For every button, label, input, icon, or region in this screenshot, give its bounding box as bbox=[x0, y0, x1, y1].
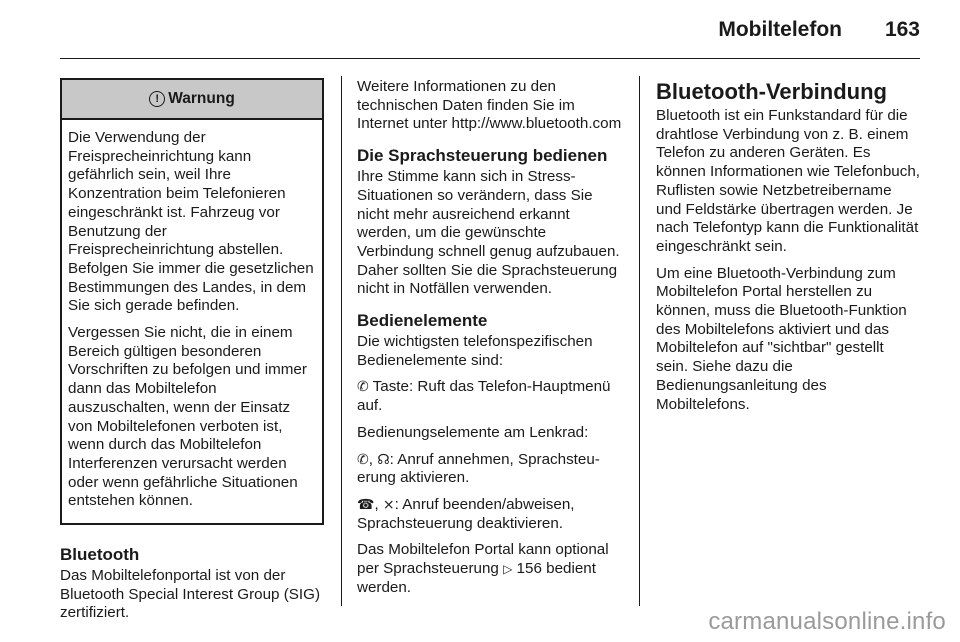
warning-circle-icon: ! bbox=[149, 91, 165, 107]
controls-intro: Die wichtigsten telefonspezifischen Bedienelemente sind: bbox=[357, 333, 593, 369]
page-header-title: Mobiltelefon bbox=[718, 18, 842, 41]
answer-text: : Anruf annehmen, Sprachsteuerung aktivieren. bbox=[357, 450, 600, 487]
bluetooth-connection-heading: Bluetooth-Verbindung bbox=[656, 79, 887, 104]
column-right bbox=[656, 78, 920, 422]
phone-hangup-icon: ☎ bbox=[357, 496, 375, 513]
watermark: carmanualsonline.info bbox=[708, 608, 946, 635]
page-reference[interactable]: 156 bbox=[516, 560, 542, 578]
intro-text: Weitere Informationen zu den technischen Daten finden Sie im Internet unter http://www.bluetooth.com bbox=[357, 78, 622, 133]
warning-paragraph: Vergessen Sie nicht, die in einem Bereich gültigen besonderen Vorschriften zu befolgen und immer dann das Mobiltelefon auszuschalten, wenn der Einsatz von Mobiltelefonen verboten ist, wenn durch das Mobiltelefon Interferenzen verursacht werden oder wenn gefährliche Situationen entstehen können. bbox=[68, 324, 307, 510]
portal-item bbox=[357, 541, 624, 597]
column-middle bbox=[357, 78, 624, 605]
page-reference-arrow-icon: ▷ bbox=[503, 562, 513, 577]
end-text: : Anruf beenden/abweisen, Sprachsteuerung deaktivieren. bbox=[357, 495, 575, 532]
answer-item: ✆, ☊: Anruf annehmen, Sprachsteuerung aktivieren. bbox=[357, 450, 600, 487]
voice-command-icon: ☊ bbox=[377, 451, 390, 468]
voice-off-icon: ⨯ bbox=[382, 496, 395, 513]
bluetooth-text: Das Mobiltelefonportal ist von der Bluetooth Special Interest Group (SIG) zertifiziert. bbox=[60, 567, 321, 622]
column-divider-1 bbox=[341, 76, 342, 606]
steering-intro: Bedienungselemente am Lenkrad: bbox=[357, 423, 589, 441]
warning-title: Warnung bbox=[168, 89, 235, 107]
column-divider-2 bbox=[639, 76, 640, 606]
bluetooth-connection-paragraph: Bluetooth ist ein Funkstandard für die drahtlose Verbindung von z. B. einem Telefon zu anderen Geräten. Es können Informationen wie Telefonbuch, Ruflisten sowie Netzbetreibername und Feldstärke übertragen werden. Je nach Telefontyp kann die Funktionalität eingeschränkt sein. bbox=[656, 107, 920, 255]
warning-header bbox=[62, 80, 322, 120]
bluetooth-heading: Bluetooth bbox=[60, 545, 140, 565]
phone-key-icon: ✆ bbox=[357, 379, 369, 396]
warning-body bbox=[62, 120, 322, 523]
phone-key-item bbox=[357, 378, 624, 415]
controls-heading: Bedienelemente bbox=[357, 311, 488, 331]
voice-text: Ihre Stimme kann sich in Stress-Situationen so verändern, dass Sie nicht mehr ausreichend erkannt werden, um die gewünschte Verbindung schnell genug aufzubauen. Daher sollten Sie die Sprachsteuerung nicht in Notfällen verwenden. bbox=[357, 168, 620, 298]
portal-text: Das Mobiltelefon Portal kann optional per Sprachsteuerung bbox=[357, 541, 609, 578]
voice-heading: Die Sprachsteuerung bedienen bbox=[357, 146, 608, 166]
column-left bbox=[60, 78, 324, 631]
end-item: ☎, ⨯: Anruf beenden/abweisen, Sprachsteuerung deaktivieren. bbox=[357, 495, 575, 532]
page-number: 163 bbox=[884, 18, 920, 41]
phone-answer-icon: ✆ bbox=[357, 451, 369, 468]
portal-suffix: bedient werden. bbox=[357, 560, 596, 596]
header-divider bbox=[60, 58, 920, 59]
warning-box bbox=[60, 78, 324, 525]
bluetooth-connection-paragraph: Um eine Bluetooth-Verbindung zum Mobiltelefon Portal herstellen zu können, muss die Bluetooth-Funktion des Mobiltelefons aktiviert und das Mobiltelefon auf "sichtbar" gestellt sein. Siehe dazu die Bedienungsanleitung des Mobiltelefons. bbox=[656, 264, 907, 413]
warning-paragraph: Die Verwendung der Freisprecheinrichtung kann gefährlich sein, weil Ihre Konzentration beim Telefonieren eingeschränkt ist. Fahrzeug vor Benutzung der Freisprecheinrichtung abstellen. Befolgen Sie immer die gesetzlichen Bestimmungen des Landes, in dem Sie sich gerade befinden. bbox=[68, 129, 314, 315]
phone-key-text: Taste: Ruft das Telefon-Hauptmenü auf. bbox=[357, 378, 611, 415]
